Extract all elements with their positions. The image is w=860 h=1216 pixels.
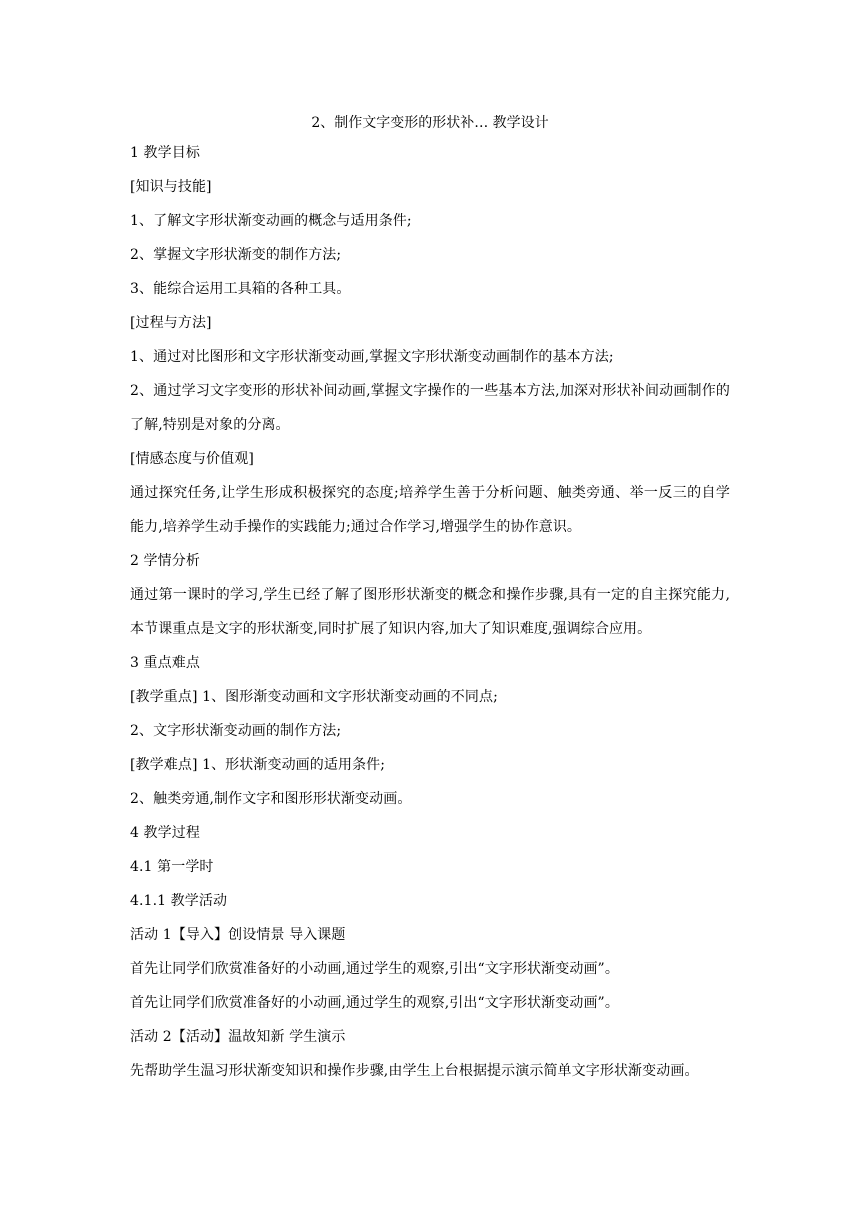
subheading-attitude-values: [情感态度与价值观] xyxy=(130,451,254,467)
objective-item: 2、掌握文字形状渐变的制作方法; xyxy=(130,247,342,263)
subheading-teaching-activities: 4.1.1 教学活动 xyxy=(130,893,228,909)
section-heading-key-points: 3 重点难点 xyxy=(130,655,200,671)
objective-item: 3、能综合运用工具箱的各种工具。 xyxy=(130,281,351,297)
section-heading-process: 4 教学过程 xyxy=(130,825,200,841)
difficulty-item: 2、触类旁通,制作文字和图形形状渐变动画。 xyxy=(130,791,412,807)
attitude-paragraph: 通过探究任务,让学生形成积极探究的态度;培养学生善于分析问题、触类旁通、举一反三的自学能力,培养学生动手操作的实践能力;通过合作学习,增强学生的协作意识。 xyxy=(130,485,730,535)
section-heading-analysis: 2 学情分析 xyxy=(130,553,200,569)
objective-item: 1、通过对比图形和文字形状渐变动画,掌握文字形状渐变动画制作的基本方法; xyxy=(130,349,614,365)
activity-heading: 活动 2【活动】温故知新 学生演示 xyxy=(130,1029,346,1045)
activity-heading: 活动 1【导入】创设情景 导入课题 xyxy=(130,927,346,943)
objective-item-paragraph: 2、通过学习文字变形的形状补间动画,掌握文字操作的一些基本方法,加深对形状补间动画制作的了解,特别是对象的分离。 xyxy=(130,383,730,433)
document-body xyxy=(130,113,730,1095)
objective-item: 1、了解文字形状渐变动画的概念与适用条件; xyxy=(130,213,412,229)
subheading-knowledge-skills: [知识与技能] xyxy=(130,179,212,195)
document-title: 2、制作文字变形的形状补… 教学设计 xyxy=(311,115,549,131)
subheading-process-method: [过程与方法] xyxy=(130,315,212,331)
subheading-first-period: 4.1 第一学时 xyxy=(130,859,214,875)
key-point-item: 2、文字形状渐变动画的制作方法; xyxy=(130,723,342,739)
analysis-paragraph: 通过第一课时的学习,学生已经了解了图形形状渐变的概念和操作步骤,具有一定的自主探究能力,本节课重点是文字的形状渐变,同时扩展了知识内容,加大了知识难度,强调综合应用。 xyxy=(130,587,730,637)
key-point-item: [教学重点] 1、图形渐变动画和文字形状渐变动画的不同点; xyxy=(130,689,498,705)
activity-text: 首先让同学们欣赏准备好的小动画,通过学生的观察,引出“文字形状渐变动画”。 xyxy=(130,995,619,1011)
section-heading-objectives: 1 教学目标 xyxy=(130,145,200,161)
difficulty-item: [教学难点] 1、形状渐变动画的适用条件; xyxy=(130,757,386,773)
activity-paragraph: 先帮助学生温习形状渐变知识和操作步骤,由学生上台根据提示演示简单文字形状渐变动画。 xyxy=(130,1063,699,1079)
activity-text: 首先让同学们欣赏准备好的小动画,通过学生的观察,引出“文字形状渐变动画”。 xyxy=(130,961,619,977)
